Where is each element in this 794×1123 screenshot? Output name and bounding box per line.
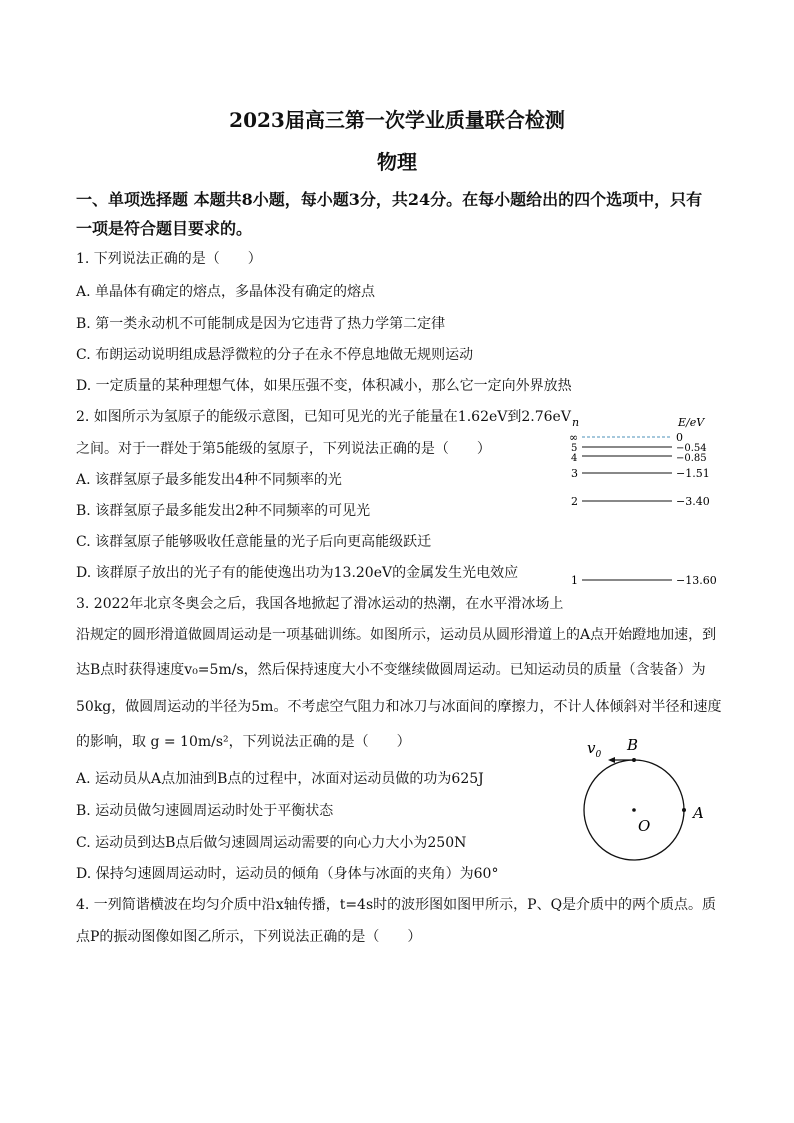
q4-stem-line1: 4. 一列简谐横波在均匀介质中沿x轴传播，t=4s时的波形图如图甲所示，P、Q是介质中的两个质点。质 <box>76 897 717 913</box>
q3-option-b: B. 运动员做匀速圆周运动时处于平衡状态 <box>76 803 334 819</box>
q3-option-a: A. 运动员从A点加油到B点的过程中，冰面对运动员做的功为625J <box>76 771 484 787</box>
point-a <box>682 808 686 812</box>
q1-option-a: A. 单晶体有确定的熔点，多晶体没有确定的熔点 <box>76 284 376 300</box>
n-axis-label: n <box>572 416 580 429</box>
level-e-2: −3.40 <box>676 495 710 508</box>
q2-option-c: C. 该群氢原子能够吸收任意能量的光子后向更高能级跃迁 <box>76 534 432 550</box>
center-point-o <box>632 808 636 812</box>
level-e-infinity: 0 <box>676 431 683 444</box>
velocity-label: $v_0$ <box>587 739 602 760</box>
level-n-4: 4 <box>571 453 578 464</box>
q1-option-b: B. 第一类永动机不可能制成是因为它违背了热力学第二定律 <box>76 316 446 332</box>
level-e-5: −0.54 <box>676 443 707 454</box>
q2-option-a: A. 该群氢原子最多能发出4种不同频率的光 <box>76 472 342 488</box>
q3-stem-line4: 50kg，做圆周运动的半径为5m。不考虑空气阻力和冰刀与冰面间的摩擦力，不计人体倾斜对半径和速度 <box>76 699 722 715</box>
q3-stem-line2: 沿规定的圆形滑道做圆周运动是一项基础训练。如图所示，运动员从圆形滑道上的A点开始蹬地加速，到 <box>76 627 717 643</box>
section-heading-line2: 一项是符合题目要求的。 <box>76 219 253 238</box>
exam-title: 2023届高三第一次学业质量联合检测 <box>229 108 565 132</box>
q3-option-c: C. 运动员到达B点后做匀速圆周运动需要的向心力大小为250N <box>76 835 467 851</box>
q2-option-d: D. 该群原子放出的光子有的能使逸出功为13.20eV的金属发生光电效应 <box>76 565 519 581</box>
q1-stem: 1. 下列说法正确的是（ ） <box>76 251 262 267</box>
q1-option-c: C. 布朗运动说明组成悬浮微粒的分子在永不停息地做无规则运动 <box>76 347 474 363</box>
q4-stem-line2: 点P的振动图像如图乙所示，下列说法正确的是（ ） <box>76 929 422 945</box>
q3-stem-line3: 达B点时获得速度v₀=5m/s，然后保持速度大小不变继续做圆周运动。已知运动员的质量（含装备）为 <box>76 662 706 678</box>
q3-stem-line5: 的影响，取 g = 10m/s²，下列说法正确的是（ ） <box>76 734 411 750</box>
q3-option-d: D. 保持匀速圆周运动时，运动员的倾角（身体与冰面的夹角）为60° <box>76 866 499 882</box>
q2-stem-line2: 之间。对于一群处于第5能级的氢原子，下列说法正确的是（ ） <box>76 441 491 457</box>
level-e-4: −0.85 <box>676 453 707 464</box>
subject-title: 物理 <box>377 150 417 174</box>
level-n-5: 5 <box>571 443 578 454</box>
velocity-arrow-head <box>608 757 615 763</box>
energy-level-diagram <box>560 410 740 595</box>
q2-stem-line1: 2. 如图所示为氢原子的能级示意图，已知可见光的光子能量在1.62eV到2.76eV <box>76 409 571 425</box>
level-e-1: −13.60 <box>676 574 717 587</box>
energy-axis-label: E/eV <box>678 416 705 429</box>
level-n-2: 2 <box>571 495 578 508</box>
level-n-3: 3 <box>571 467 578 480</box>
level-n-infinity: ∞ <box>569 431 579 444</box>
q3-stem-line1: 3. 2022年北京冬奥会之后，我国各地掀起了滑冰运动的热潮，在水平滑冰场上 <box>76 596 564 612</box>
q2-option-b: B. 该群氢原子最多能发出2种不同频率的可见光 <box>76 503 371 519</box>
label-a: A <box>693 804 704 822</box>
label-o: O <box>638 817 651 835</box>
level-n-1: 1 <box>571 574 578 587</box>
label-b: B <box>627 736 639 754</box>
level-e-3: −1.51 <box>676 467 710 480</box>
q1-option-d: D. 一定质量的某种理想气体，如果压强不变，体积减小，那么它一定向外界放热 <box>76 378 572 394</box>
section-heading-line1: 一、单项选择题 本题共8小题，每小题3分，共24分。在每小题给出的四个选项中，只有 <box>76 190 703 209</box>
circular-track-diagram <box>575 733 715 883</box>
